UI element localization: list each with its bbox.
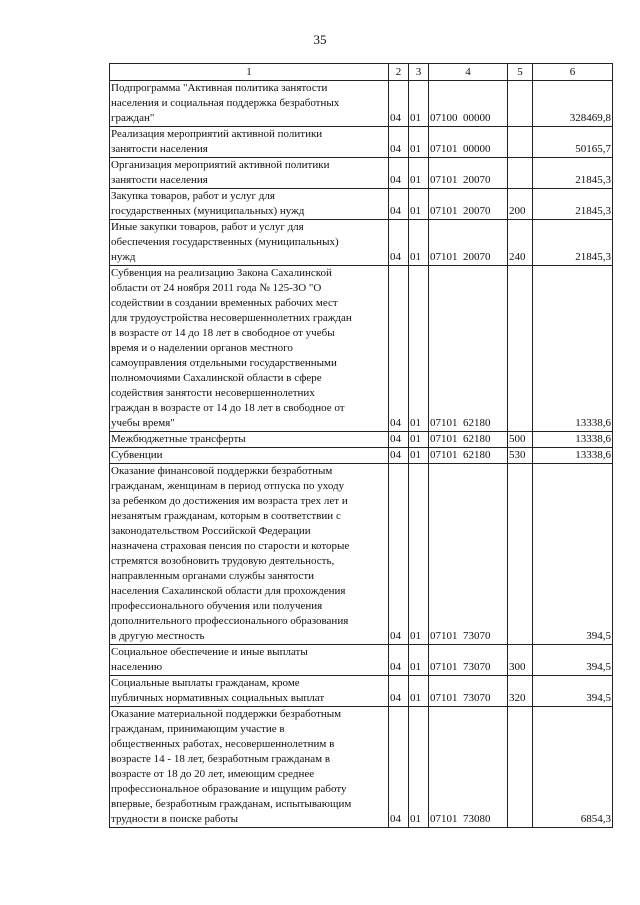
row-name-line: гражданам, женщинам в период отпуска по уходу (111, 480, 345, 492)
page-number: 35 (313, 32, 327, 47)
row-sum: 394,5 (533, 676, 613, 707)
row-name (110, 127, 389, 158)
table-row (110, 266, 613, 432)
header-col-5: 5 (508, 64, 533, 81)
row-vr (508, 464, 533, 645)
row-name-line: Социальные выплаты гражданам, кроме (111, 677, 300, 689)
row-sum: 21845,3 (533, 158, 613, 189)
row-name-line: государственных (муниципальных) нужд (111, 205, 305, 217)
row-rz: 04 (389, 676, 409, 707)
row-sum: 13338,6 (533, 432, 613, 448)
row-name-line: направленным органами службы занятости (111, 570, 315, 582)
row-name (110, 189, 389, 220)
row-name-line: Субвенции (111, 449, 163, 461)
row-name (110, 220, 389, 266)
row-name-line: впервые, безработным гражданам, испытывающим (111, 798, 352, 810)
row-name-line: дополнительного профессионального образования (111, 615, 349, 627)
row-rz: 04 (389, 127, 409, 158)
row-name-line: полномочиями Сахалинской области в сфере (111, 372, 322, 384)
header-col-2: 2 (389, 64, 409, 81)
row-rz: 04 (389, 266, 409, 432)
row-pr: 01 (409, 127, 429, 158)
row-name-line: гражданам, принимающим участие в (111, 723, 285, 735)
row-rz: 04 (389, 81, 409, 127)
row-csr: 07101 73070 (429, 676, 508, 707)
row-pr: 01 (409, 645, 429, 676)
row-rz: 04 (389, 464, 409, 645)
row-name-line: профессионального обучения или получения (111, 600, 323, 612)
row-name-line: Подпрограмма "Активная политика занятости (111, 82, 328, 94)
row-csr: 07101 20070 (429, 158, 508, 189)
row-name-line: населения и социальная поддержка безработных (111, 97, 340, 109)
header-col-1: 1 (110, 64, 389, 81)
row-csr: 07101 73080 (429, 707, 508, 828)
table-row (110, 464, 613, 645)
header-row (110, 64, 613, 81)
table-row (110, 81, 613, 127)
row-name-line: время и о наделении органов местного (111, 342, 293, 354)
row-name-line: возрасте 14 - 18 лет, безработным гражданам в (111, 753, 331, 765)
table-row (110, 220, 613, 266)
row-vr: 530 (508, 448, 533, 464)
table-row (110, 127, 613, 158)
row-csr: 07101 62180 (429, 266, 508, 432)
header-col-3: 3 (409, 64, 429, 81)
row-rz: 04 (389, 707, 409, 828)
row-name-line: учебы время" (111, 417, 175, 429)
row-vr (508, 266, 533, 432)
row-name-line: содействия занятости несовершеннолетних (111, 387, 315, 399)
row-sum: 50165,7 (533, 127, 613, 158)
row-name (110, 645, 389, 676)
row-name-line: в возрасте от 14 до 18 лет в свободное от учебы (111, 327, 335, 339)
row-name-line: для трудоустройства несовершеннолетних граждан (111, 312, 352, 324)
row-csr: 07101 62180 (429, 432, 508, 448)
row-vr (508, 158, 533, 189)
row-sum: 394,5 (533, 464, 613, 645)
header-col-6: 6 (533, 64, 613, 81)
row-name-line: назначена страховая пенсия по старости и которые (111, 540, 350, 552)
row-name-line: публичных нормативных социальных выплат (111, 692, 325, 704)
row-name-line: содействии в создании временных рабочих мест (111, 297, 338, 309)
row-rz: 04 (389, 432, 409, 448)
row-name-line: нужд (111, 251, 136, 263)
row-sum: 328469,8 (533, 81, 613, 127)
row-sum: 13338,6 (533, 448, 613, 464)
row-vr: 200 (508, 189, 533, 220)
row-pr: 01 (409, 266, 429, 432)
row-vr (508, 81, 533, 127)
row-sum: 6854,3 (533, 707, 613, 828)
table-row (110, 189, 613, 220)
row-name-line: Оказание финансовой поддержки безработным (111, 465, 333, 477)
row-name-line: Субвенция на реализацию Закона Сахалинской (111, 267, 332, 279)
row-name-line: занятости населения (111, 174, 208, 186)
row-name-line: населения Сахалинской области для прохождения (111, 585, 346, 597)
row-name-line: трудности в поиске работы (111, 813, 239, 825)
row-name-line: населению (111, 661, 163, 673)
row-name-line: за ребенком до достижения им возраста трех лет и (111, 495, 348, 507)
row-name (110, 676, 389, 707)
row-name-line: области от 24 ноября 2011 года № 125-ЗО "О (111, 282, 322, 294)
row-name-line: граждан" (111, 112, 155, 124)
row-name (110, 81, 389, 127)
row-rz: 04 (389, 189, 409, 220)
row-pr: 01 (409, 158, 429, 189)
row-name-line: занятости населения (111, 143, 208, 155)
row-csr: 07101 73070 (429, 645, 508, 676)
row-name-line: общественных работах, несовершеннолетним в (111, 738, 335, 750)
row-csr: 07100 00000 (429, 81, 508, 127)
table-row (110, 645, 613, 676)
row-pr: 01 (409, 220, 429, 266)
row-name-line: стремятся возобновить трудовую деятельность, (111, 555, 335, 567)
row-rz: 04 (389, 448, 409, 464)
row-name (110, 448, 389, 464)
row-rz: 04 (389, 220, 409, 266)
row-csr: 07101 62180 (429, 448, 508, 464)
row-sum: 21845,3 (533, 220, 613, 266)
row-name-line: возрасте от 18 до 20 лет, имеющим среднее (111, 768, 315, 780)
row-vr: 300 (508, 645, 533, 676)
row-name (110, 464, 389, 645)
row-name-line: Организация мероприятий активной политики (111, 159, 330, 171)
row-pr: 01 (409, 448, 429, 464)
row-csr: 07101 00000 (429, 127, 508, 158)
row-csr: 07101 20070 (429, 220, 508, 266)
row-csr: 07101 20070 (429, 189, 508, 220)
row-name-line: Закупка товаров, работ и услуг для (111, 190, 275, 202)
row-pr: 01 (409, 81, 429, 127)
row-name-line: Реализация мероприятий активной политики (111, 128, 323, 140)
row-sum: 394,5 (533, 645, 613, 676)
row-name-line: самоуправления отдельными государственными (111, 357, 337, 369)
row-vr: 500 (508, 432, 533, 448)
row-name (110, 432, 389, 448)
row-name-line: обеспечения государственных (муниципальных) (111, 236, 339, 248)
table-row (110, 707, 613, 828)
row-vr (508, 707, 533, 828)
row-pr: 01 (409, 464, 429, 645)
budget-table (109, 63, 613, 828)
row-csr: 07101 73070 (429, 464, 508, 645)
row-pr: 01 (409, 707, 429, 828)
row-name-line: Оказание материальной поддержки безработным (111, 708, 342, 720)
table-row (110, 676, 613, 707)
row-name-line: законодательством Российской Федерации (111, 525, 311, 537)
row-pr: 01 (409, 676, 429, 707)
row-name-line: граждан в возрасте от 14 до 18 лет в свободное от (111, 402, 345, 414)
row-vr: 240 (508, 220, 533, 266)
row-sum: 13338,6 (533, 266, 613, 432)
row-name (110, 707, 389, 828)
row-name-line: Межбюджетные трансферты (111, 433, 246, 445)
row-vr: 320 (508, 676, 533, 707)
row-name-line: Иные закупки товаров, работ и услуг для (111, 221, 304, 233)
row-name-line: в другую местность (111, 630, 205, 642)
row-vr (508, 127, 533, 158)
row-pr: 01 (409, 189, 429, 220)
table-row (110, 448, 613, 464)
row-name (110, 266, 389, 432)
row-name-line: Социальное обеспечение и иные выплаты (111, 646, 308, 658)
table-row (110, 158, 613, 189)
row-name-line: профессиональное образование и ищущим работу (111, 783, 347, 795)
row-pr: 01 (409, 432, 429, 448)
header-col-4: 4 (429, 64, 508, 81)
row-name (110, 158, 389, 189)
table-row (110, 432, 613, 448)
row-rz: 04 (389, 645, 409, 676)
row-name-line: незанятым гражданам, которым в соответствии с (111, 510, 341, 522)
row-sum: 21845,3 (533, 189, 613, 220)
row-rz: 04 (389, 158, 409, 189)
